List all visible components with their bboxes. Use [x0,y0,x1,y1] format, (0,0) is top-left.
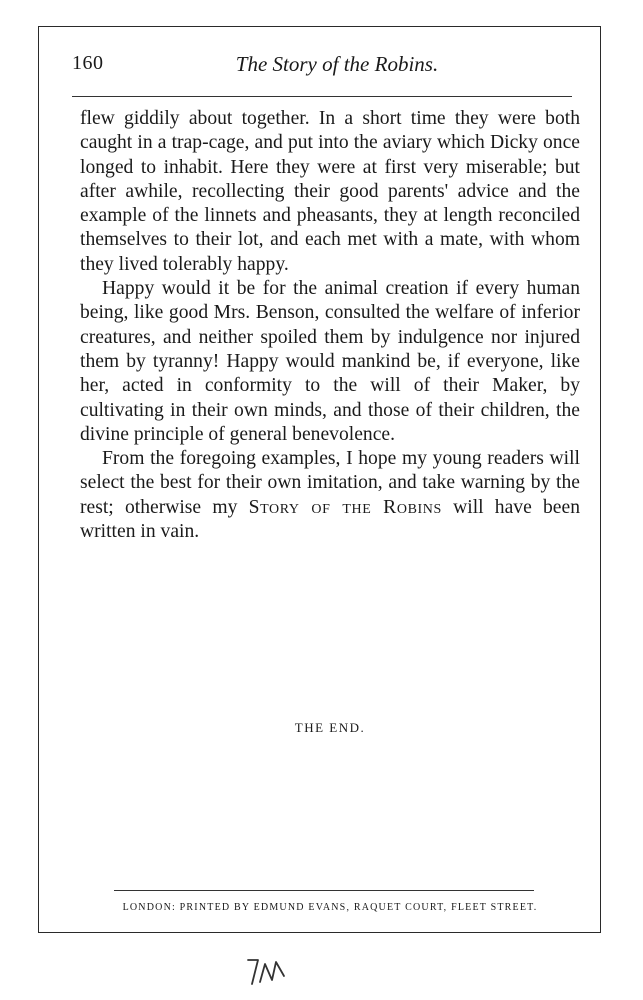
paragraph-3-start: From the foregoing examples, I hope my young readers will select the best for their own imitation, and take warning by the rest; otherwise my [80,448,580,518]
running-title: The Story of the Robins. [235,52,439,76]
paragraph-2: Happy would it be for the animal creation if every human being, like good Mrs. Benson, consulted the welfare of inferior creatures, and neither spoiled them by indulgence nor injured them by tyranny! Happy would mankind be, if everyone, like her, acted in conformity to the will of their Maker, by cultivating in their own minds, and those of their children, the divine principle of general benevolence. [80,278,580,445]
handwritten-pencil-mark-svg [244,950,294,990]
printer-imprint: LONDON: PRINTED BY EDMUND EVANS, RAQUET COURT, FLEET STREET. [122,902,538,913]
handwritten-pencil-mark-icon [244,950,294,995]
book-title-small-caps: Story of the Robins [248,496,442,518]
footer-rule [114,890,534,891]
page-header [72,52,572,82]
header-rule [72,96,572,97]
paragraph-3-end: will have been written in vain. [80,496,580,543]
the-end-label: THE END. [294,720,366,735]
body-text [80,107,580,544]
page-number: 160 [72,52,104,74]
paragraph-3 [80,447,580,544]
paragraph-1: flew giddily about together. In a short time they were both caught in a trap-cage, and put into the aviary which Dicky once longed to inhabit. Here they were at first very miserable; but after awhile, recollecting their good parents' advice and the example of the linnets and pheasants, they at length reconciled themselves to their lot, and each met with a mate, with whom they lived tolerably happy. [80,108,580,275]
